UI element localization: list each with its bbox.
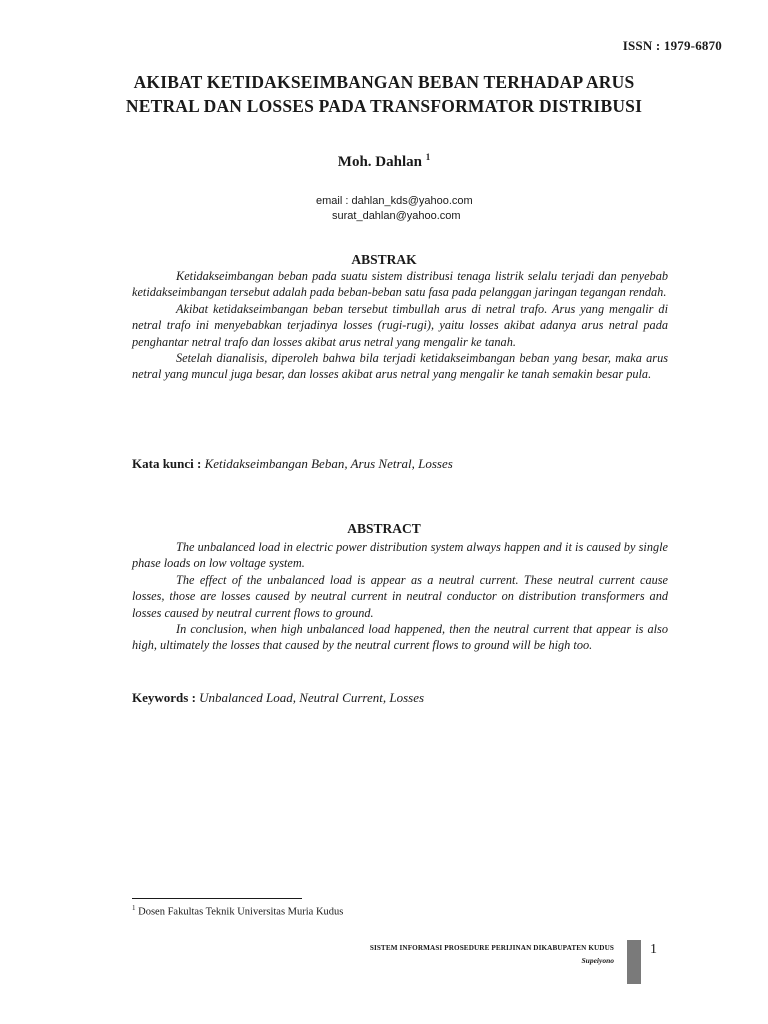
running-title: SISTEM INFORMASI PROSEDURE PERIJINAN DIKABUPATEN KUDUS (369, 944, 614, 952)
footnote-text: Dosen Fakultas Teknik Universitas Muria Kudus (138, 906, 344, 918)
abstract-paragraph: The unbalanced load in electric power distribution system always happen and it is caused by single phase loads on low voltage system. (132, 540, 668, 571)
paper-title: AKIBAT KETIDAKSEIMBANGAN BEBAN TERHADAP ARUS NETRAL DAN LOSSES PADA TRANSFORMATOR DISTRIBUSI (125, 72, 643, 116)
kata-kunci-label: Kata kunci : (132, 456, 202, 471)
page-number: 1 (650, 942, 657, 957)
author-emails (316, 194, 473, 223)
keywords (132, 690, 672, 706)
abstrak-paragraph: Ketidakseimbangan beban pada suatu sistem distribusi tenaga listrik selalu terjadi dan penyebab ketidakseimbangan tersebut adalah pada beban-beban satu fasa pada pelanggan jaringan tegangan rendah. (132, 269, 668, 300)
footnote-divider (132, 898, 302, 899)
email-line-1: email : dahlan_kds@yahoo.com (316, 195, 473, 207)
abstract-heading: ABSTRACT (347, 521, 421, 536)
kata-kunci-values: Ketidakseimbangan Beban, Arus Netral, Losses (204, 456, 453, 471)
abstract-paragraph: In conclusion, when high unbalanced load happened, then the neutral current that appear is also high, ultimately the losses that caused by the neutral current flows to ground will be high too. (132, 622, 668, 653)
abstract-paragraph: The effect of the unbalanced load is appear as a neutral current. These neutral current cause losses, those are losses caused by neutral current in neutral conductor on distribution transformers and losses caused by neutral current flows to ground. (132, 572, 668, 620)
email-line-2: surat_dahlan@yahoo.com (332, 209, 461, 222)
footnote-mark: 1 (132, 904, 136, 912)
abstract-body (132, 539, 668, 654)
abstrak-paragraph: Akibat ketidakseimbangan beban tersebut timbullah arus di netral trafo. Arus yang mengalir di netral trafo ini menyebabkan terjadinya losses (rugi-rugi), yaitu losses akibat adanya arus netral pada penghantar netral trafo dan losses akibat arus netral yang mengalir ke tanah. (132, 301, 668, 349)
abstrak-paragraph: Setelah dianalisis, diperoleh bahwa bila terjadi ketidakseimbangan beban yang besar, maka arus netral yang muncul juga besar, dan losses akibat arus netral yang mengalir ke tanah semakin besar pula. (132, 351, 668, 382)
running-author: Supeiyono (581, 956, 614, 965)
kata-kunci (132, 456, 672, 472)
footnote (132, 904, 343, 918)
abstrak-body (132, 268, 668, 383)
abstrak-heading: ABSTRAK (351, 252, 417, 267)
author-name-text: Moh. Dahlan (337, 154, 422, 170)
author-name (0, 152, 768, 171)
footer-bar (627, 940, 641, 984)
author-footnote-mark: 1 (425, 152, 431, 162)
keywords-label: Keywords : (132, 690, 196, 705)
issn-label: ISSN : 1979-6870 (622, 38, 722, 53)
keywords-values: Unbalanced Load, Neutral Current, Losses (199, 690, 425, 705)
